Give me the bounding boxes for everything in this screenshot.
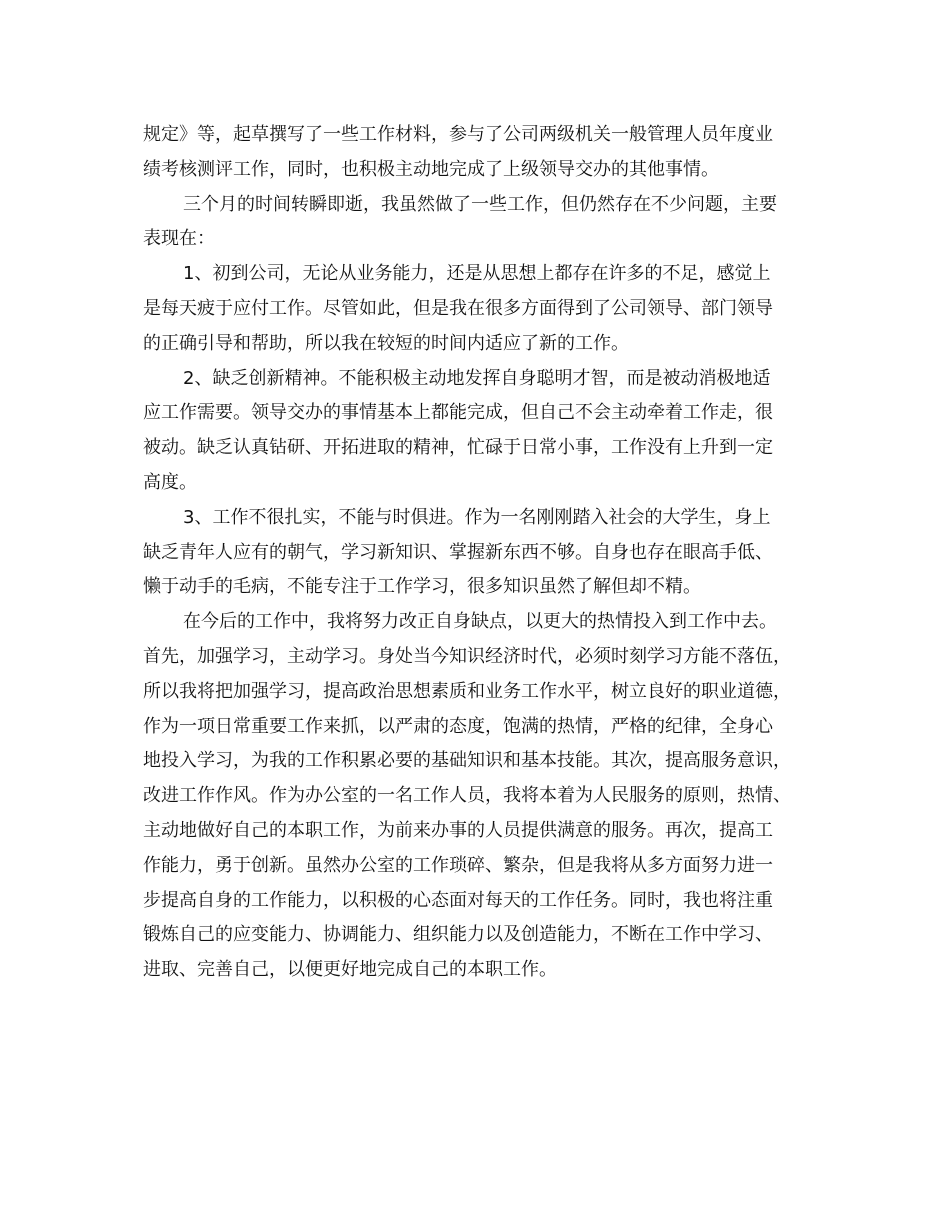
text-line: 2、缺乏创新精神。不能积极主动地发挥自身聪明才智，而是被动消极地适 <box>183 367 771 389</box>
text-line: 的正确引导和帮助，所以我在较短的时间内适应了新的工作。 <box>143 332 629 354</box>
text-line: 懒于动手的毛病，不能专注于工作学习，很多知识虽然了解但却不精。 <box>143 576 701 598</box>
text-line: 锻炼自己的应变能力、协调能力、组织能力以及创造能力，不断在工作中学习、 <box>143 924 773 946</box>
text-line: 3、工作不很扎实，不能与时俱进。作为一名刚刚踏入社会的大学生，身上 <box>183 506 771 528</box>
text-line: 表现在： <box>143 228 215 250</box>
text-line: 缺乏青年人应有的朝气，学习新知识、掌握新东西不够。自身也存在眼高手低、 <box>143 541 773 563</box>
text-line: 主动地做好自己的本职工作，为前来办事的人员提供满意的服务。再次，提高工 <box>143 819 773 841</box>
text-line: 所以我将把加强学习，提高政治思想素质和业务工作水平，树立良好的职业道德， <box>143 680 791 702</box>
text-line: 首先，加强学习，主动学习。身处当今知识经济时代，必须时刻学习方能不落伍， <box>143 645 791 667</box>
text-line: 进取、完善自己，以便更好地完成自己的本职工作。 <box>143 959 557 981</box>
text-line: 作为一项日常重要工作来抓，以严肃的态度，饱满的热情，严格的纪律，全身心 <box>143 715 773 737</box>
text-line: 是每天疲于应付工作。尽管如此，但是我在很多方面得到了公司领导、部门领导 <box>143 297 773 319</box>
text-line: 被动。缺乏认真钻研、开拓进取的精神，忙碌于日常小事，工作没有上升到一定 <box>143 437 773 459</box>
text-line: 规定》等，起草撰写了一些工作材料，参与了公司两级机关一般管理人员年度业 <box>143 124 773 145</box>
text-line: 高度。 <box>143 471 197 493</box>
document-body <box>143 118 823 988</box>
text-line: 三个月的时间转瞬即逝，我虽然做了一些工作，但仍然存在不少问题，主要 <box>183 193 777 215</box>
text-line: 绩考核测评工作，同时，也积极主动地完成了上级领导交办的其他事情。 <box>143 158 719 180</box>
text-line: 作能力，勇于创新。虽然办公室的工作琐碎、繁杂，但是我将从多方面努力进一 <box>143 854 773 876</box>
text-line: 在今后的工作中，我将努力改正自身缺点，以更大的热情投入到工作中去。 <box>183 611 777 633</box>
text-line: 步提高自身的工作能力，以积极的心态面对每天的工作任务。同时，我也将注重 <box>143 889 773 911</box>
text-line: 改进工作作风。作为办公室的一名工作人员，我将本着为人民服务的原则，热情、 <box>143 785 791 807</box>
text-line: 1、初到公司，无论从业务能力，还是从思想上都存在许多的不足，感觉上 <box>183 263 771 285</box>
text-line: 地投入学习，为我的工作积累必要的基础知识和基本技能。其次，提高服务意识， <box>143 750 791 772</box>
text-line: 应工作需要。领导交办的事情基本上都能完成，但自己不会主动牵着工作走，很 <box>143 402 773 424</box>
